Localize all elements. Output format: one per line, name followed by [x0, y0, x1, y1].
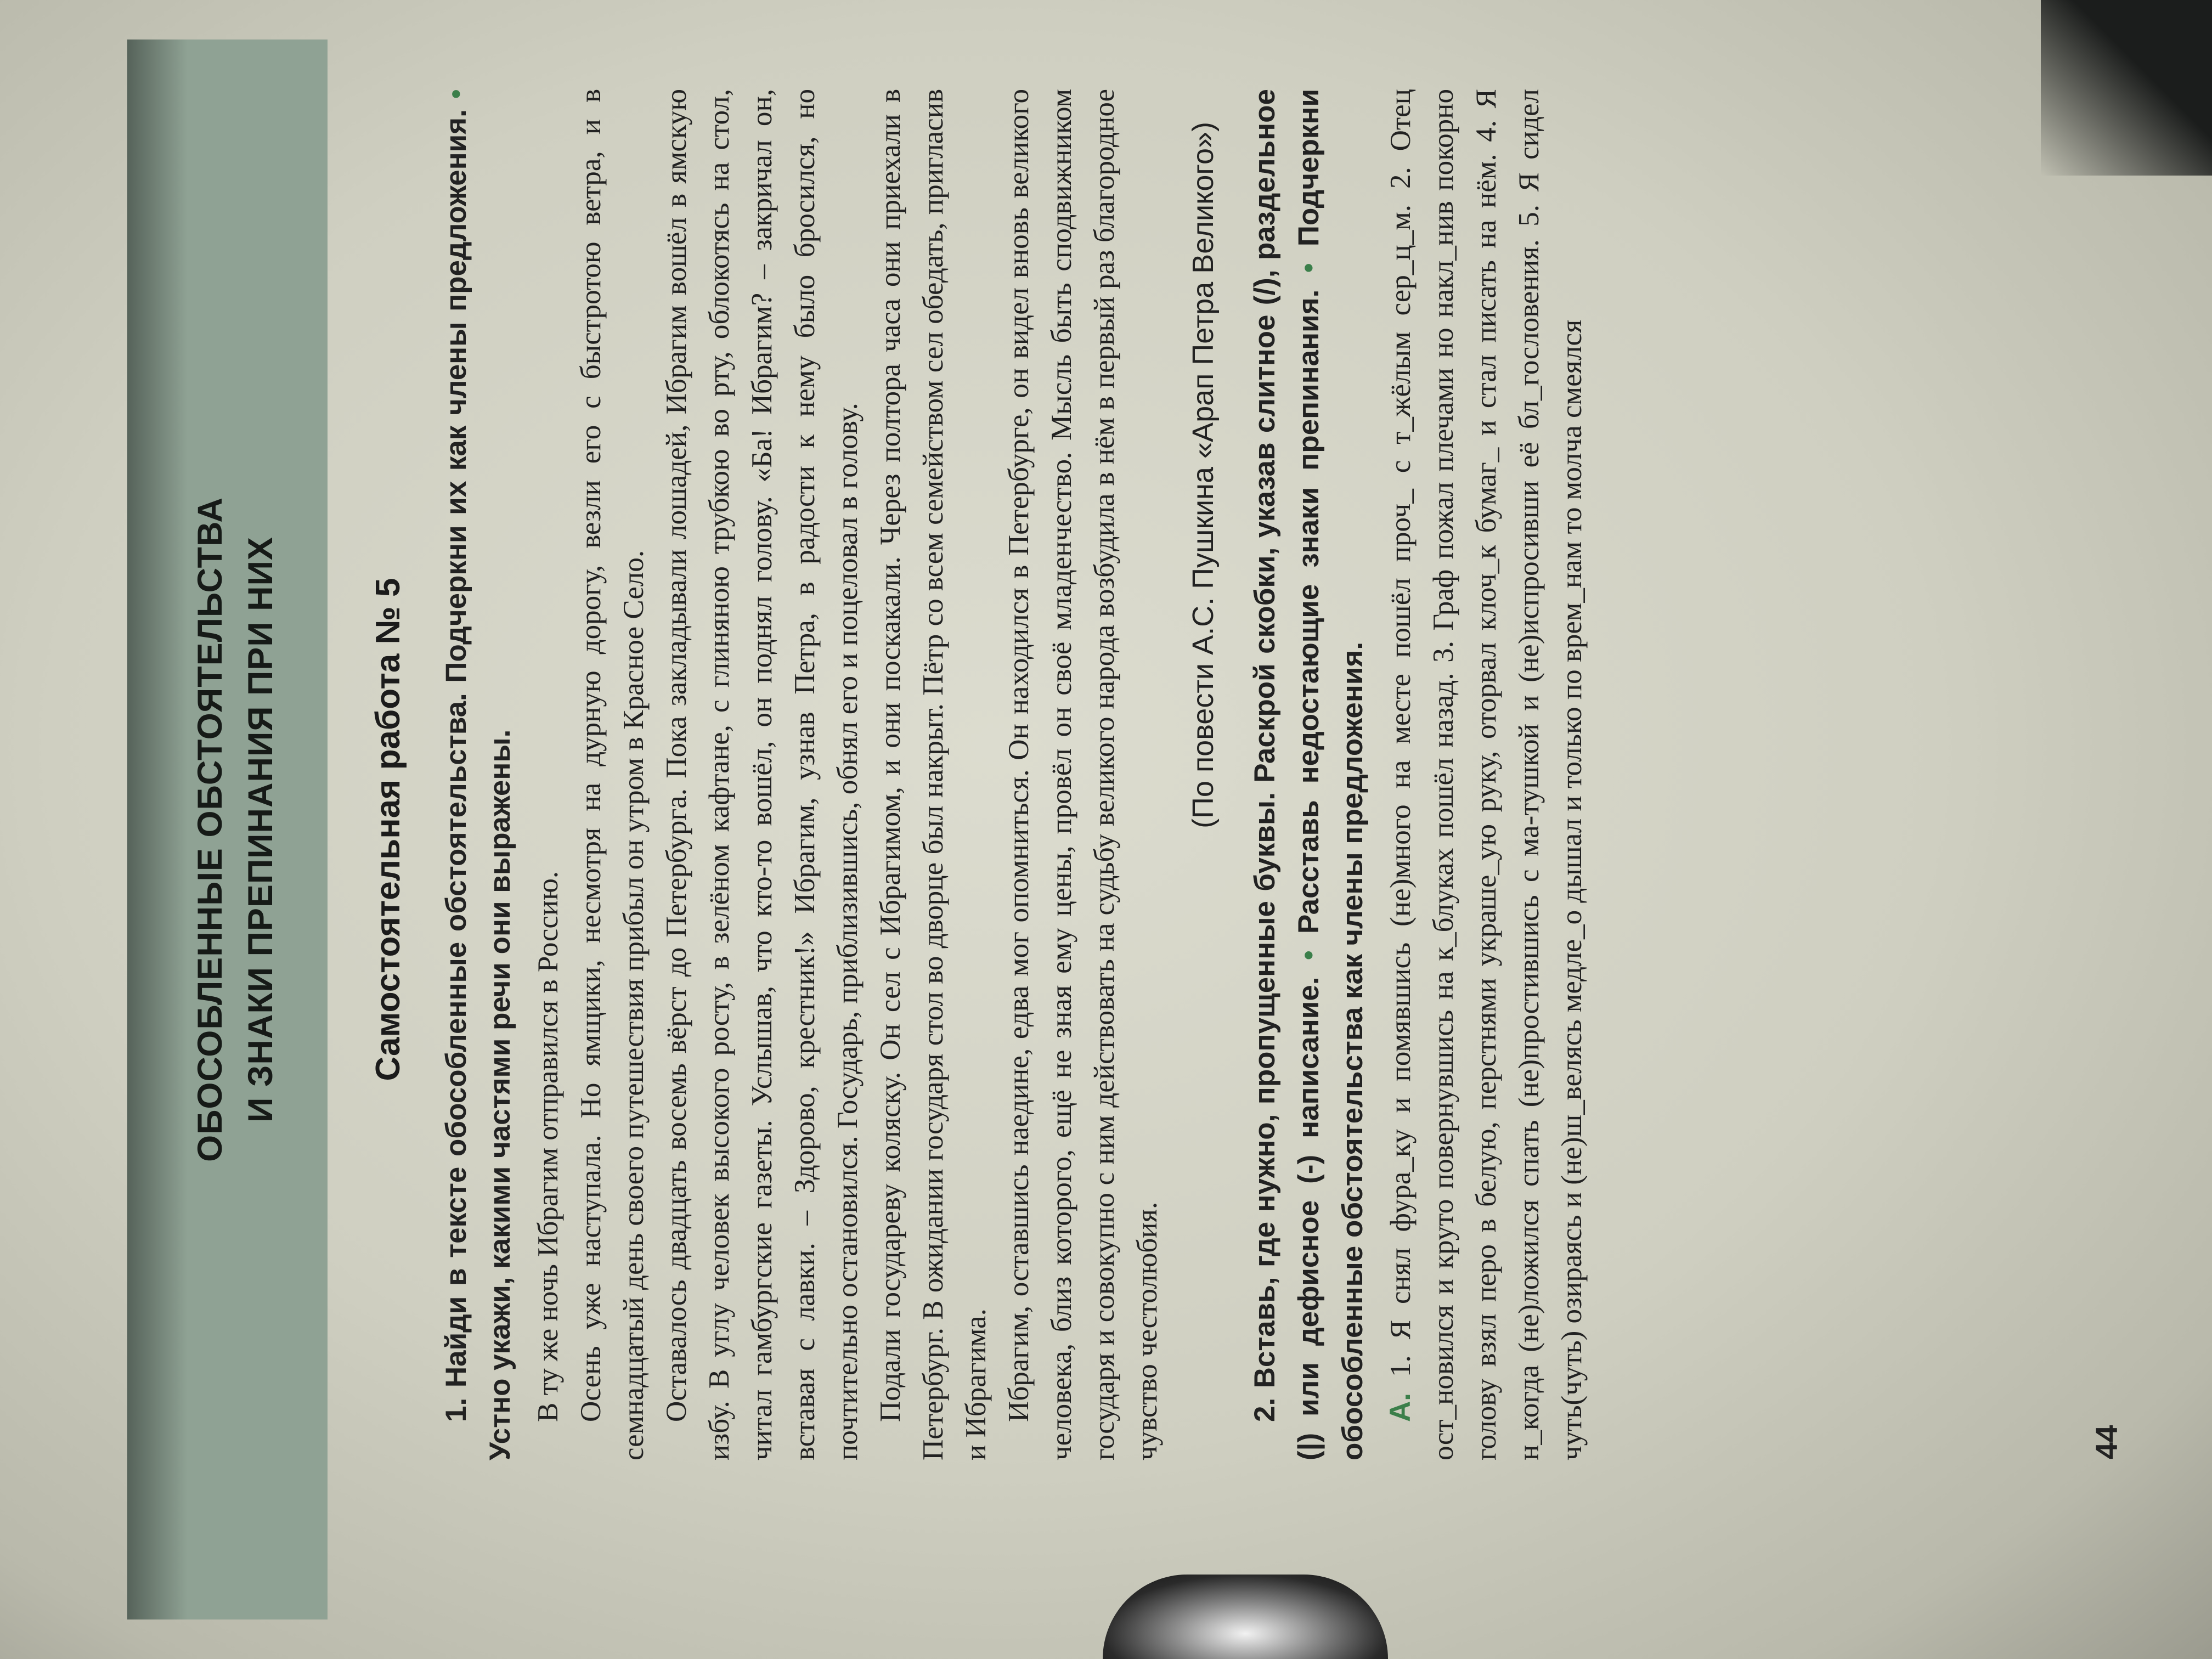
bullet-icon: •	[1293, 263, 1325, 273]
textbook-page	[127, 40, 2190, 1620]
header-shadow	[127, 40, 188, 1620]
task-2-instruction-3: Подчеркни обособленные обстоятельства как члены предложения.	[1293, 88, 1369, 1460]
chapter-header-band	[127, 40, 328, 1620]
text-paragraph: Подали государеву коляску. Он сел с Ибрагимом, и они поскакали. Через полтора часа они приехали в Петербург. В ожидании государя стол во дворце был накрыт. Пётр со всем семейством сел обедать, пригласив и Ибрагима.	[874, 89, 992, 1460]
bullet-icon: •	[1293, 950, 1325, 961]
task-2-instruction: Вставь, где нужно, пропущенные буквы. Раскрой скобки, указав слитное (/), раздельное (|) или дефисное (-) написание.	[1249, 89, 1325, 1460]
work-title: Самостоятельная работа № 5	[369, 578, 407, 1081]
exercise-sentences	[1379, 89, 1593, 1460]
page-content	[435, 89, 1593, 1460]
binder-ring	[1103, 1575, 1388, 1659]
task-1	[435, 89, 522, 1460]
exercise-label: А.	[1384, 1393, 1417, 1422]
text-source: (По повести А.С. Пушкина «Арап Петра Великого»)	[1187, 122, 1220, 828]
task-2-number: 2.	[1249, 1397, 1281, 1422]
page-number: 44	[2089, 1425, 2124, 1459]
text-paragraph: В ту же ночь Ибрагим отправился в Россию.	[532, 871, 564, 1422]
text-paragraph: Осень уже наступала. Но ямщики, несмотря на дурную дорогу, везли его с быстротою ветра, и в семнадцатый день своего путешествия прибыл он утром в Красное Село.	[575, 89, 650, 1460]
task-1-number: 1.	[440, 1397, 472, 1422]
bullet-icon: •	[440, 89, 472, 99]
text-paragraph: Оставалось двадцать восемь вёрст до Петербурга. Пока закладывали лошадей, Ибрагим вошёл в ямскую избу. В углу человек высокого росту, в зелёном кафтане, с глиняною трубкою во рту, облокотясь на стол, читал гамбургские газеты. Услышав, что кто-то вошёл, он поднял голову. «Ба! Ибрагим? – закричал он, вставая с лавки. – Здорово, крестник!» Ибрагим, узнав Петра, в радости к нему было бросился, но почтительно остановился. Государь, приблизившись, обнял его и поцеловал в голову.	[661, 89, 864, 1460]
task-2	[1243, 89, 1375, 1460]
task-1-instruction-2: Устно укажи, какими частями речи они выражены.	[484, 729, 516, 1460]
corner-shadow	[2041, 0, 2212, 176]
text-paragraph: Ибрагим, оставшись наедине, едва мог опомниться. Он находился в Петербурге, он видел вновь великого человека, близ которого, ещё не зная ему цены, провёл он своё младенчество. Мысль быть сподвижником государя и совокупно с ним действовать на судьбу великого народа возбудила в нём в первый раз благородное чувство честолюбия.	[1003, 89, 1163, 1460]
chapter-title-line-2: И ЗНАКИ ПРЕПИНАНИЯ ПРИ НИХ	[241, 537, 280, 1122]
exercise-text: 1. Я снял фура_ку и помявшись (не)много на месте пошёл проч_ с т_жёлым сер_ц_м. 2. Отец ост_новился и круто повернувшись на к_блуках пошёл назад. 3. Граф пожал плечами но накл_нив покорно голову взял перо в белую, перстнями украше_ую руку, оторвал клоч_к бумаг_ и стал писать на нём. 4. Я н_когда (не)ложился спать (не)простившись с ма-тушкой и (не)испросивши её бл_гословения. 5. Я сидел чуть(чуть) озираясь и (не)ш_велясь медле_о дышал и только по врем_нам то молча смеялся	[1385, 89, 1588, 1460]
task-1-instruction: Найди в тексте обособленные обстоятельства. Подчеркни их как члены предложения.	[440, 109, 472, 1388]
chapter-title	[185, 40, 286, 1620]
chapter-title-line-1: ОБОСОБЛЕННЫЕ ОБСТОЯТЕЛЬСТВА	[191, 497, 229, 1162]
task-2-instruction-2: Расставь недостающие знаки препинания.	[1293, 289, 1325, 934]
